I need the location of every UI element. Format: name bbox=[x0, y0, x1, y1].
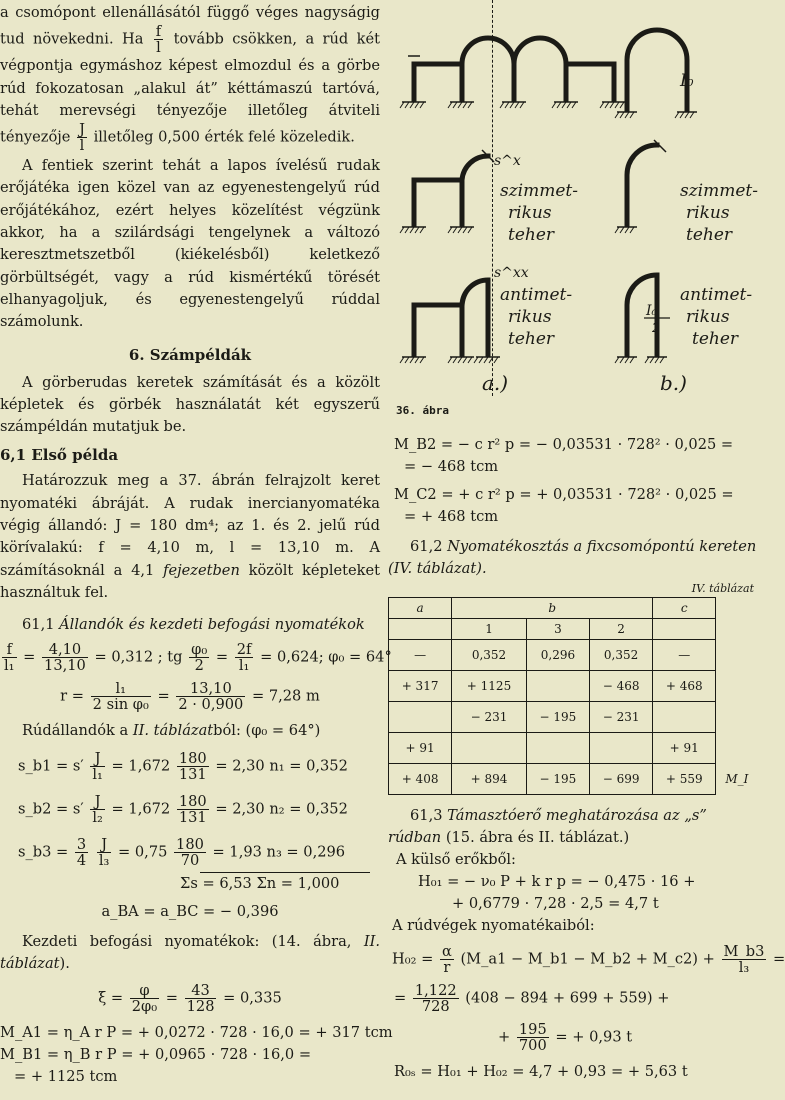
equation-ma1: M_A1 = η_A r P = + 0,0272 · 728 · 16,0 = + 317 tcm bbox=[0, 1024, 393, 1042]
table-header-b: b bbox=[452, 598, 653, 619]
rudvegek: A rúdvégek nyomatékaiból: bbox=[392, 917, 595, 935]
table-title: IV. táblázat bbox=[691, 582, 754, 595]
table-row-total: + 408 + 894 − 195 − 699 + 559 M_I bbox=[389, 764, 758, 795]
section-heading-6-1: 6,1 Első példa bbox=[0, 446, 119, 465]
fraction-j-l: $\frac{J}{l}$ bbox=[79, 121, 85, 155]
frame-b-top bbox=[627, 30, 687, 110]
equation-sum: Σs = 6,53 Σn = 1,000 bbox=[180, 874, 340, 892]
frame-a-symmetric-arch bbox=[462, 156, 488, 180]
rud-allandok: Rúdállandók a II. táblázatból: (φ₀ = 64°) bbox=[22, 722, 321, 740]
label-b: b.) bbox=[660, 371, 687, 395]
table-header-row bbox=[389, 598, 758, 619]
equation-mb1-result: = + 1125 tcm bbox=[14, 1068, 118, 1086]
equation-h02: H₀₂ = $\frac{\alpha}{r}$ (M_a1 − M_b1 − M_b2 + M_c2) + $\frac{M\_b3}{\text{l₃}}$ = bbox=[392, 942, 785, 976]
label-symmetric-b: szimmet- rikus teher bbox=[680, 181, 758, 245]
table-subheader-row: 1 3 2 bbox=[389, 619, 758, 640]
kulso-erokbol: A külső erőkből: bbox=[396, 851, 516, 868]
label-symmetric-a: szimmet- rikus teher bbox=[500, 181, 578, 245]
equation-sb2: s_b2 = s′ $\frac{J}{\text{l₂}}$ = 1,672 $\frac{180}{131}$ = 2,30 n₂ = 0,352 bbox=[18, 792, 348, 826]
equation-sb1: s_b1 = s′ $\frac{J}{\text{l₁}}$ = 1,672 $\frac{180}{131}$ = 2,30 n₁ = 0,352 bbox=[18, 749, 348, 783]
equation-f-over-l: $\frac{f}{\text{l₁}}$ = $\frac{4,10}{13,10}$ = 0,312 ; tg $\frac{\text{φ₀}}{2}$ = $\frac{2f}{\text{l₁}}$ = 0,624; φ₀ = 64° bbox=[4, 641, 392, 675]
left-column bbox=[0, 0, 393, 1088]
label-i0-antimetric: I₀ bbox=[646, 303, 658, 319]
table-header-c: c bbox=[653, 598, 716, 619]
kezdeti-befogasi: Kezdeti befogási nyomatékok: (14. ábra, II. táblázat). bbox=[0, 932, 381, 972]
equation-r: r = $\frac{\text{l₁}}{\text{2 sin φ₀}}$ = $\frac{13,10}{2 \cdot 0,900}$ = 7,28 m bbox=[60, 680, 320, 714]
equation-mc2-result: = + 468 tcm bbox=[404, 508, 499, 525]
label-sxx: s^xx bbox=[494, 265, 529, 281]
label-antimetric-b: antimet- rikus teher bbox=[680, 285, 753, 349]
equation-mb1: M_B1 = η_B r P = + 0,0965 · 728 · 16,0 = bbox=[0, 1046, 312, 1064]
table-row: + 317 + 1125 − 468 + 468 bbox=[389, 671, 758, 702]
subsection-61-1: 61,1 Állandók és kezdeti befogási nyomatékok bbox=[22, 616, 365, 634]
frame-a-antimetric-arch bbox=[462, 280, 488, 355]
equation-aba: a_BA = a_BC = − 0,396 bbox=[101, 902, 279, 920]
equation-h01-cont: + 0,6779 · 7,28 · 2,5 = 4,7 t bbox=[452, 895, 659, 913]
right-column bbox=[388, 434, 785, 1083]
frame-a-right-part bbox=[566, 64, 614, 100]
paragraph-4: Határozzuk meg a 37. ábrán felrajzolt keret nyomatéki ábráját. A rudak inercianyomatéka végig állandó: J = 180 dm⁴; az 1. és 2. jelű rúd körívalakú: f = 4,10 m, l = 13,10 m. A számításoknál a 4,1 fejezetben közölt képleteket használtuk fel. bbox=[0, 472, 381, 601]
table-row: − 231 − 195 − 231 bbox=[389, 702, 758, 733]
figure-caption: 36. ábra bbox=[396, 404, 449, 417]
equation-h02-numeric: = $\frac{1,122}{728}$ (408 − 894 + 699 + 559) + bbox=[394, 981, 670, 1015]
frame-b-symmetric bbox=[627, 145, 657, 225]
equation-h01: H₀₁ = − ν₀ P + k r p = − 0,475 · 16 + bbox=[418, 873, 696, 891]
subsection-61-3: 61,3 Támasztóerő meghatározása az „s” rúdban (15. ábra és II. táblázat.) bbox=[388, 807, 707, 846]
fraction-f-l: $\frac{f}{l}$ bbox=[155, 23, 162, 57]
section-heading-6: 6. Számpéldák bbox=[128, 345, 252, 364]
equation-h02-end: + $\frac{195}{700}$ = + 0,93 t bbox=[498, 1020, 633, 1054]
label-2-antimetric: 2 bbox=[652, 321, 661, 336]
label-sx: s^x bbox=[494, 153, 521, 169]
frame-a-antimetric bbox=[414, 305, 462, 355]
table-header-a: a bbox=[389, 598, 452, 619]
label-i0: I₀ bbox=[680, 71, 694, 91]
equation-ros: R₀ₛ = H₀₁ + H₀₂ = 4,7 + 0,93 = + 5,63 t bbox=[394, 1062, 688, 1080]
table-row: + 91 + 91 bbox=[389, 733, 758, 764]
table-row: — 0,352 0,296 0,352 — bbox=[389, 640, 758, 671]
frame-a-symmetric bbox=[414, 180, 462, 225]
equation-mb2: M_B2 = − c r² p = − 0,03531 · 728² · 0,025 = bbox=[394, 436, 734, 453]
paragraph-3: A görberudas keretek számítását és a közölt képletek és görbék használatát két egyszerű számpéldán mutatjuk be. bbox=[0, 373, 380, 436]
moment-distribution-table bbox=[388, 597, 758, 795]
equation-mc2: M_C2 = + c r² p = + 0,03531 · 728² · 0,025 = bbox=[394, 486, 734, 503]
label-antimetric-a: antimet- rikus teher bbox=[500, 285, 573, 349]
label-a: a.) bbox=[482, 371, 509, 395]
equation-mb2-result: = − 468 tcm bbox=[404, 458, 499, 475]
paragraph-2: A fentiek szerint tehát a lapos ívelésű rudak erőjátéka igen közel van az egyenestengelyű rúd erőjátékához, ezért helyes közelítést végzünk akkor, ha a szilárdsági tengelynek a változó keresztmetszetből (kiékelésből) keletkező görbültségét, vagy a rúd kismértékű törését elhanyagoljuk, és egyenestengelyű rúddal számolunk. bbox=[0, 157, 380, 331]
equation-sb3: s_b3 = $\frac{3}{4}$ $\frac{J}{\text{l₃}}$ = 0,75 $\frac{180}{70}$ = 1,93 n₃ = 0,296 bbox=[18, 835, 346, 869]
equation-xi: ξ = $\frac{\varphi}{\text{2φ₀}}$ = $\frac{43}{128}$ = 0,335 bbox=[98, 982, 282, 1016]
subsection-61-2: 61,2 Nyomatékosztás a fixcsomópontú kereten (IV. táblázat). bbox=[388, 538, 757, 577]
paragraph-1: a csomópont ellenállásától függő véges nagyságig tud növekedni. Ha $\frac{f}{l}$ tovább csökken, a rúd két végpontja egymáshoz képest elmozdul és a görbe rúd fokozatosan „alakul át” kéttámaszú tartóvá, tehát merevségi tényezője illetőleg átviteli tényezője $\frac{J}{l}$ illetőleg 0,500 érték felé közeledik. bbox=[0, 4, 380, 155]
